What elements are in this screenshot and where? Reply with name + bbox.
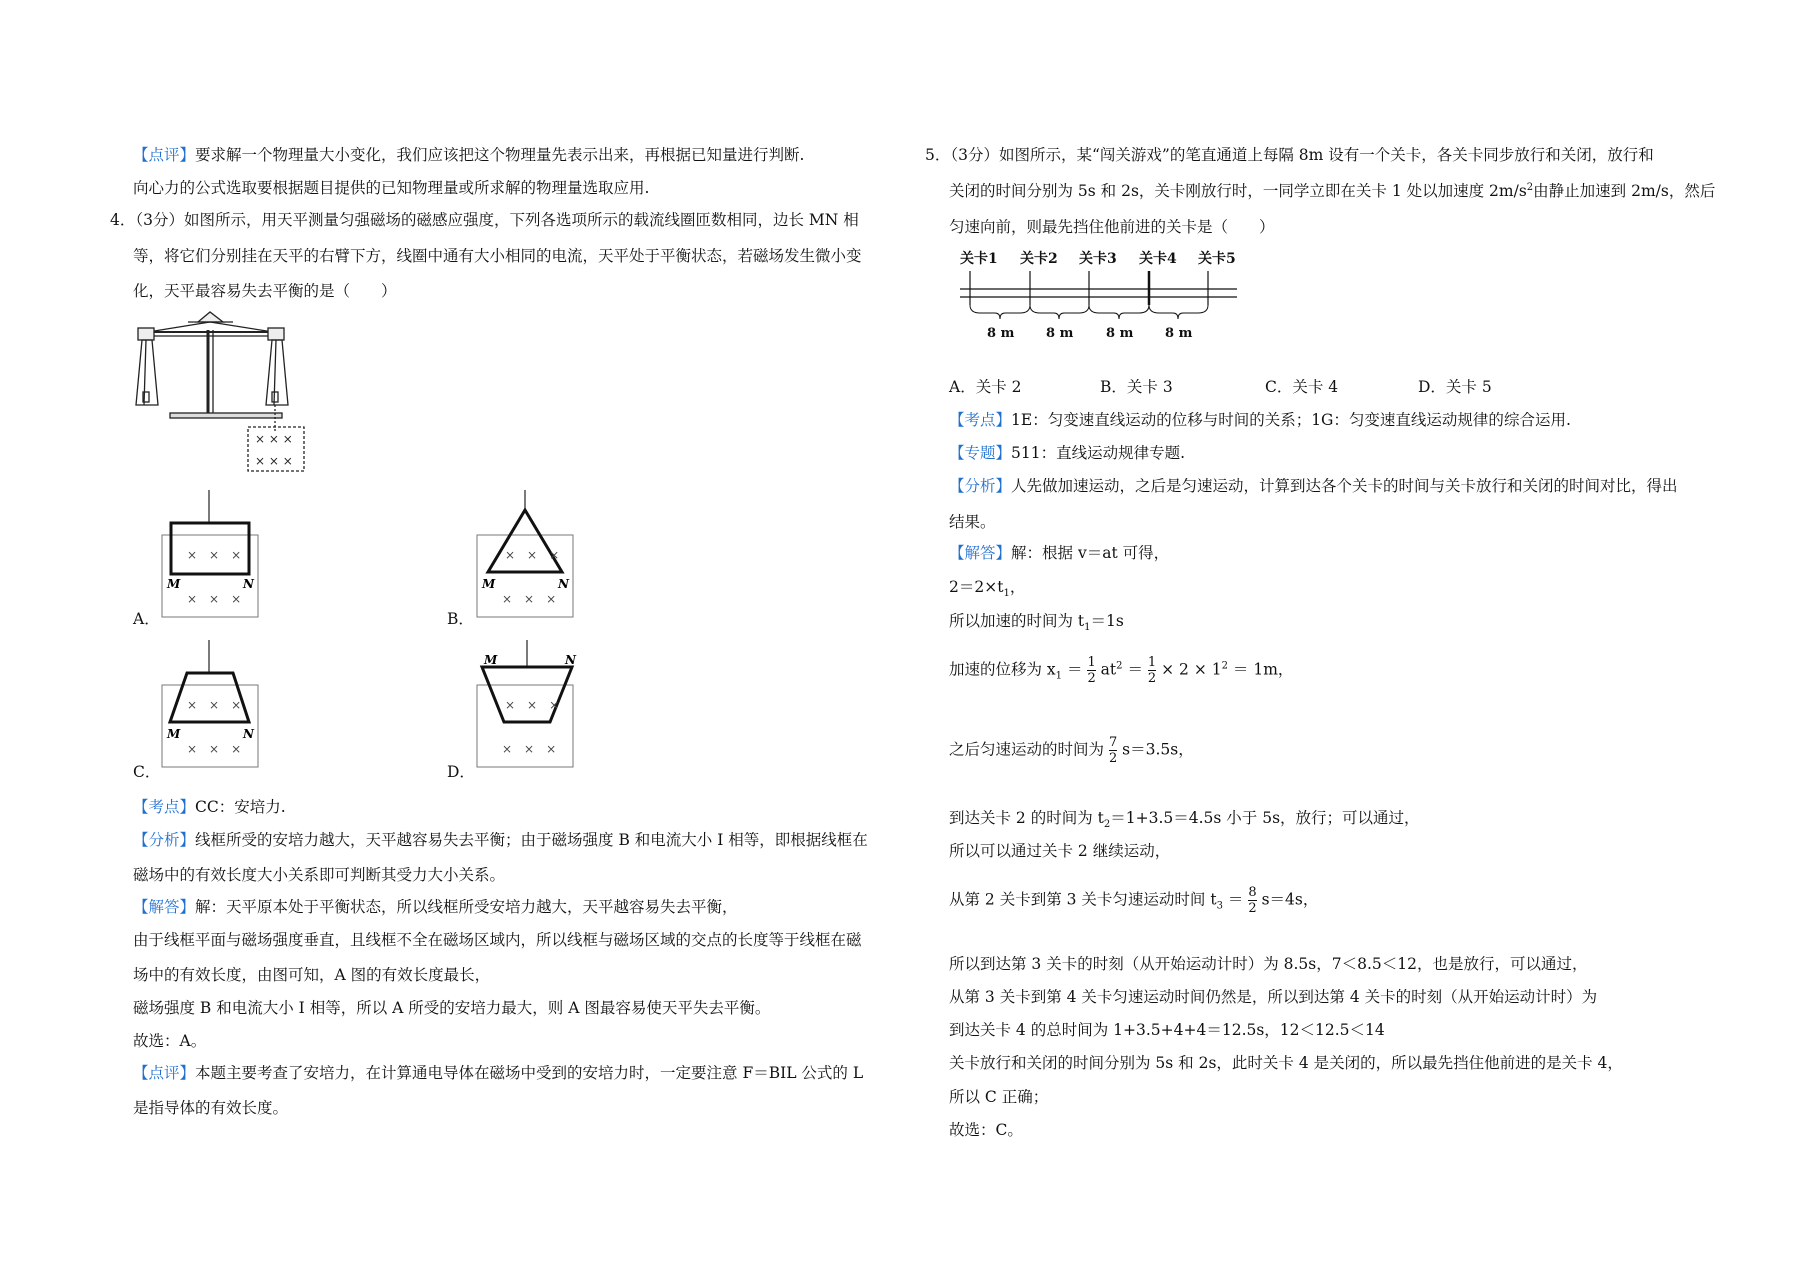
frac-eight-half: $\frac{8}{2}$ — [1248, 885, 1257, 916]
q4-dianping-1: 【点评】本题主要考查了安培力，在计算通电导体在磁场中受到的安培力时，一定要注意 F＝BIL 公式的 L — [133, 1064, 864, 1082]
q4-jieda-2: 由于线框平面与磁场强度垂直，且线框不全在磁场区域内，所以线框与磁场区域的交点的长度等于线框在磁 — [133, 931, 862, 949]
frac-half-2: $\frac{1}{2}$ — [1147, 655, 1157, 686]
eq-gate3: 从第 2 关卡到第 3 关卡匀速运动时间 $t_3$ ＝ $\frac{8}{2}$ s＝4s， — [949, 885, 1319, 916]
q5-option-b: B．关卡 3 — [1100, 378, 1173, 396]
prev-comment-tag: 【点评】 — [133, 146, 196, 164]
q4-fenxi-2: 磁场中的有效长度大小关系即可判断其受力大小关系。 — [133, 866, 506, 884]
gate-2-label: 关卡2 — [1020, 251, 1058, 267]
d-label-n: N — [565, 653, 576, 667]
q5-kaodian: 【考点】1E：匀变速直线运动的位移与时间的关系；1G：匀变速直线运动规律的综合运用. — [949, 411, 1571, 429]
option-c-label: C． — [133, 763, 161, 781]
svg-text:× × ×: × × × — [187, 742, 242, 756]
svg-text:× × ×: × × × — [255, 432, 293, 446]
q4-stem-line-1: 4．（3分）如图所示，用天平测量匀强磁场的磁感应强度，下列各选项所示的载流线圈匝数相同，边长 MN 相 — [110, 211, 859, 229]
frac-seven-half: $\frac{7}{2}$ — [1108, 735, 1118, 766]
spacing-4: 8 m — [1165, 326, 1193, 341]
q5-stem-line-1: 5．（3分）如图所示，某“闯关游戏”的笔直通道上每隔 8m 设有一个关卡，各关卡同步放行和关闭，放行和 — [925, 146, 1654, 164]
q5-zhuanti: 【专题】511：直线运动规律专题. — [949, 444, 1186, 462]
q4-fenxi-1: 【分析】线框所受的安培力越大，天平越容易失去平衡；由于磁场强度 B 和电流大小 I 相等，即根据线框在 — [133, 831, 868, 849]
c-label-m: M — [167, 727, 181, 741]
solution-line-c: 到达关卡 4 的总时间为 1+3.5+4+4＝12.5s，12＜12.5＜14 — [949, 1021, 1385, 1039]
q4-kaodian: 【考点】CC：安培力. — [133, 798, 286, 816]
svg-text:× × ×: × × × — [502, 592, 557, 606]
eq-uniform-time: 之后匀速运动的时间为 $\frac{7}{2}$ s＝3.5s， — [949, 735, 1194, 766]
svg-text:× × ×: × × × — [505, 698, 560, 712]
q5-stem-line-2: 关闭的时间分别为 5s 和 2s，关卡刚放行时，一同学立即在关卡 1 处以加速度 $2m/s^2$由静止加速到 2m/s，然后 — [949, 181, 1716, 200]
eq-v-at: $2=2\times t_1$， — [949, 578, 1026, 600]
q5-jieda-1: 【解答】解：根据 v＝at 可得， — [949, 544, 1170, 562]
q5-fenxi-2: 结果。 — [949, 513, 996, 531]
gate-1-label: 关卡1 — [960, 251, 998, 267]
svg-text:× × ×: × × × — [187, 592, 242, 606]
q5-fenxi-1: 【分析】人先做加速运动，之后是匀速运动，计算到达各个关卡的时间与关卡放行和关闭的时间对比，得出 — [949, 477, 1678, 495]
q5-option-d: D．关卡 5 — [1418, 378, 1492, 396]
a-label-m: M — [167, 577, 181, 591]
q4-dianping-2: 是指导体的有效长度。 — [133, 1099, 289, 1117]
c-label-n: N — [243, 727, 254, 741]
svg-text:× × ×: × × × — [187, 698, 242, 712]
b-label-m: M — [482, 577, 496, 591]
option-a-label: A． — [133, 610, 160, 628]
q4-jieda-4: 磁场强度 B 和电流大小 I 相等，所以 A 所受的安培力最大，则 A 图最容易使天平失去平衡。 — [133, 999, 771, 1017]
spacing-2: 8 m — [1046, 326, 1074, 341]
b-label-n: N — [558, 577, 569, 591]
a-label-n: N — [243, 577, 254, 591]
svg-text:× × ×: × × × — [505, 548, 560, 562]
q5-option-a: A．关卡 2 — [949, 378, 1022, 396]
q4-stem-line-2: 等，将它们分别挂在天平的右臂下方，线圈中通有大小相同的电流，天平处于平衡状态，若磁场发生微小变 — [133, 247, 862, 265]
prev-comment-line-2: 向心力的公式选取要根据题目提供的已知物理量或所求解的物理量选取应用. — [133, 179, 650, 197]
solution-line-f: 故选：C。 — [949, 1121, 1023, 1139]
option-b-figure — [470, 490, 580, 620]
spacing-1: 8 m — [987, 326, 1015, 341]
prev-comment-line-1: 【点评】要求解一个物理量大小变化，我们应该把这个物理量先表示出来，再根据已知量进行判断. — [133, 146, 805, 164]
option-a-figure — [155, 490, 265, 620]
option-b-label: B． — [447, 610, 474, 628]
eq-t1: 所以加速的时间为 $t_1=1s$ — [949, 612, 1124, 634]
option-d-label: D． — [447, 763, 475, 781]
solution-line-e: 所以 C 正确； — [949, 1088, 1049, 1106]
svg-text:× × ×: × × × — [255, 454, 293, 468]
svg-text:× × ×: × × × — [187, 548, 242, 562]
spacing-3: 8 m — [1106, 326, 1134, 341]
frac-half-1: $\frac{1}{2}$ — [1087, 655, 1096, 686]
solution-line-d: 关卡放行和关闭的时间分别为 5s 和 2s，此时关卡 4 是关闭的，所以最先挡住他前进的是关卡 4， — [949, 1054, 1623, 1072]
gate-4-label: 关卡4 — [1139, 251, 1177, 267]
gate-5-label: 关卡5 — [1198, 251, 1236, 267]
gates-figure — [955, 245, 1240, 345]
option-d-figure — [470, 640, 590, 770]
q4-jieda-1: 【解答】解：天平原本处于平衡状态，所以线框所受安培力越大，天平越容易失去平衡， — [133, 898, 738, 916]
balance-figure — [128, 310, 318, 475]
eq-gate2: 到达关卡 2 的时间为 $t_2=1+3.5=4.5s$ 小于 5s，放行；可以通过， — [949, 809, 1420, 831]
d-label-m: M — [484, 653, 498, 667]
q4-jieda-3: 场中的有效长度，由图可知，A 图的有效长度最长， — [133, 966, 491, 984]
q4-stem-line-3: 化，天平最容易失去平衡的是（ ） — [133, 282, 397, 300]
option-c-figure — [155, 640, 265, 770]
q5-option-c: C．关卡 4 — [1265, 378, 1339, 396]
eq-displacement: 加速的位移为 $x_1$ ＝ $\frac{1}{2}$ $at^2$ ＝ $\frac{1}{2}$ × $2 \times 1^2 = 1m$， — [949, 655, 1294, 686]
q4-jieda-5: 故选：A。 — [133, 1032, 207, 1050]
gate-3-label: 关卡3 — [1079, 251, 1117, 267]
gate2-pass: 所以可以通过关卡 2 继续运动， — [949, 842, 1171, 860]
solution-line-b: 从第 3 关卡到第 4 关卡匀速运动时间仍然是，所以到达第 4 关卡的时刻（从开始运动计时）为 — [949, 988, 1598, 1006]
solution-line-a: 所以到达第 3 关卡的时刻（从开始运动计时）为 8.5s，7＜8.5＜12，也是放行，可以通过， — [949, 955, 1588, 973]
svg-text:× × ×: × × × — [502, 742, 557, 756]
q5-stem-line-3: 匀速向前，则最先挡住他前进的关卡是（ ） — [949, 218, 1275, 236]
